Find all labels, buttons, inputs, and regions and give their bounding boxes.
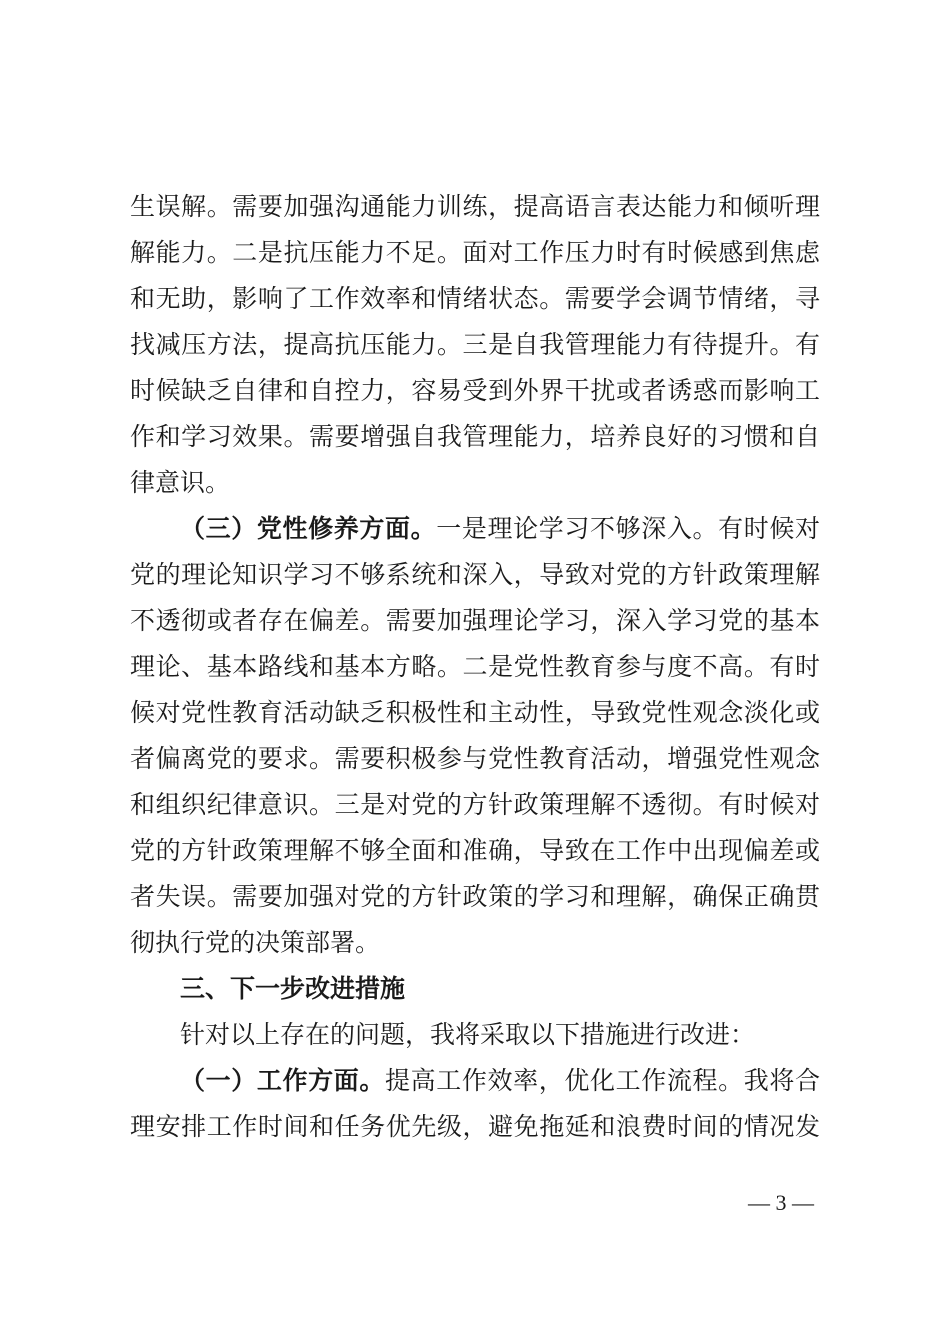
text-line: 和组织纪律意识。三是对党的方针政策理解不透彻。有时候对: [130, 790, 820, 819]
text-line: 者偏离党的要求。需要积极参与党性教育活动，增强党性观念: [130, 744, 820, 773]
paragraph-lead-text: 提高工作效率，优化工作流程。我将合: [385, 1066, 820, 1095]
paragraph-work-improvement: [130, 1058, 820, 1150]
section-heading: 三、下一步改进措施: [180, 974, 406, 1003]
paragraph-lead-line: [130, 506, 820, 552]
text-line: 彻执行党的决策部署。: [130, 928, 381, 957]
paragraph-lead-title: （一）工作方面。: [180, 1066, 385, 1095]
page-number: — 3 —: [748, 1190, 814, 1215]
text-line: 党的理论知识学习不够系统和深入，导致对党的方针政策理解: [130, 560, 820, 589]
paragraph-lead-text: 一是理论学习不够深入。有时候对: [436, 514, 820, 543]
text-line: 理安排工作时间和任务优先级，避免拖延和浪费时间的情况发: [130, 1112, 820, 1141]
text-line: 律意识。: [130, 468, 231, 497]
text-line: 理论、基本路线和基本方略。二是党性教育参与度不高。有时: [130, 652, 820, 681]
document-page: [130, 184, 820, 1150]
text-line: 者失误。需要加强对党的方针政策的学习和理解，确保正确贯: [130, 882, 820, 911]
paragraph-abilities: [130, 184, 820, 506]
text-line: 候对党性教育活动缺乏积极性和主动性，导致党性观念淡化或: [130, 698, 820, 727]
text-line: 时候缺乏自律和自控力，容易受到外界干扰或者诱惑而影响工: [130, 376, 820, 405]
text-line: 生误解。需要加强沟通能力训练，提高语言表达能力和倾听理: [130, 192, 820, 221]
paragraph-party-cultivation: [130, 506, 820, 966]
text-line: 解能力。二是抗压能力不足。面对工作压力时有时候感到焦虑: [130, 238, 820, 267]
text-line: 和无助，影响了工作效率和情绪状态。需要学会调节情绪，寻: [130, 284, 820, 313]
paragraph-lead-title: （三）党性修养方面。: [180, 514, 437, 543]
paragraph-lead-line: [130, 1058, 820, 1104]
text-line: 作和学习效果。需要增强自我管理能力，培养良好的习惯和自: [130, 422, 820, 451]
text-line: 党的方针政策理解不够全面和准确，导致在工作中出现偏差或: [130, 836, 820, 865]
text-line: 不透彻或者存在偏差。需要加强理论学习，深入学习党的基本: [130, 606, 820, 635]
intro-text: 针对以上存在的问题，我将采取以下措施进行改进：: [180, 1020, 756, 1049]
text-line: 找减压方法，提高抗压能力。三是自我管理能力有待提升。有: [130, 330, 820, 359]
